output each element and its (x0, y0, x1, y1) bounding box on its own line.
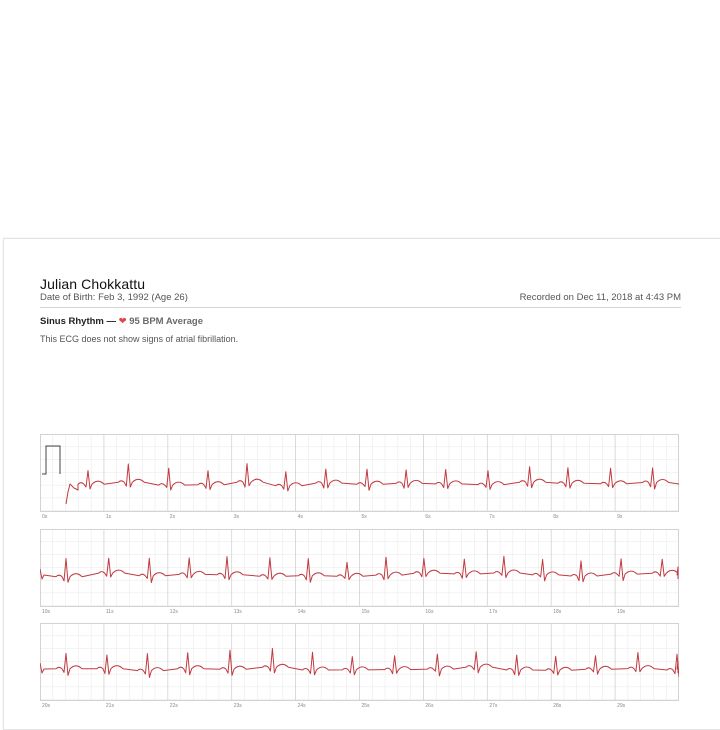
tick-label: 27s (489, 703, 498, 709)
tick-label: 13s (233, 609, 242, 615)
tick-label: 23s (233, 703, 242, 709)
recorded-timestamp: Recorded on Dec 11, 2018 at 4:43 PM (519, 292, 681, 303)
result-description: This ECG does not show signs of atrial fibrillation. (40, 334, 239, 344)
heart-icon: ❤ (118, 316, 127, 327)
ecg-strip-2 (40, 529, 679, 615)
tick-label: 5s (361, 514, 367, 520)
result-line (40, 316, 203, 327)
tick-label: 29s (617, 703, 626, 709)
tick-label: 24s (297, 703, 306, 709)
ecg-strip-1-svg (40, 434, 679, 520)
tick-label: 11s (105, 609, 114, 615)
ecg-strip-2-svg (40, 529, 679, 615)
classification-label: Sinus Rhythm — (40, 316, 117, 327)
tick-label: 21s (105, 703, 114, 709)
tick-label: 18s (553, 609, 562, 615)
tick-label: 17s (489, 609, 498, 615)
tick-label: 0s (42, 514, 48, 520)
tick-label: 15s (361, 609, 370, 615)
tick-label: 14s (297, 609, 306, 615)
tick-label: 12s (169, 609, 178, 615)
tick-label: 8s (553, 514, 559, 520)
patient-name: Julian Chokkattu (40, 276, 146, 292)
tick-label: 20s (42, 703, 51, 709)
tick-label: 19s (617, 609, 626, 615)
tick-label: 3s (233, 514, 239, 520)
tick-label: 9s (617, 514, 623, 520)
tick-label: 16s (425, 609, 434, 615)
bpm-average: 95 BPM Average (129, 316, 204, 327)
tick-label: 4s (297, 514, 303, 520)
tick-label: 10s (42, 609, 51, 615)
ecg-strip-3 (40, 623, 679, 709)
tick-label: 2s (169, 514, 176, 520)
header-divider (40, 307, 681, 308)
ecg-report-card (3, 238, 720, 730)
tick-label: 1s (105, 514, 112, 520)
tick-label: 7s (489, 514, 495, 520)
ecg-strip-3-svg (40, 623, 679, 709)
date-of-birth: Date of Birth: Feb 3, 1992 (Age 26) (40, 292, 188, 303)
tick-label: 28s (553, 703, 562, 709)
tick-label: 26s (425, 703, 434, 709)
tick-label: 6s (425, 514, 431, 520)
tick-label: 25s (361, 703, 370, 709)
ecg-strip-1 (40, 434, 679, 520)
tick-label: 22s (169, 703, 178, 709)
